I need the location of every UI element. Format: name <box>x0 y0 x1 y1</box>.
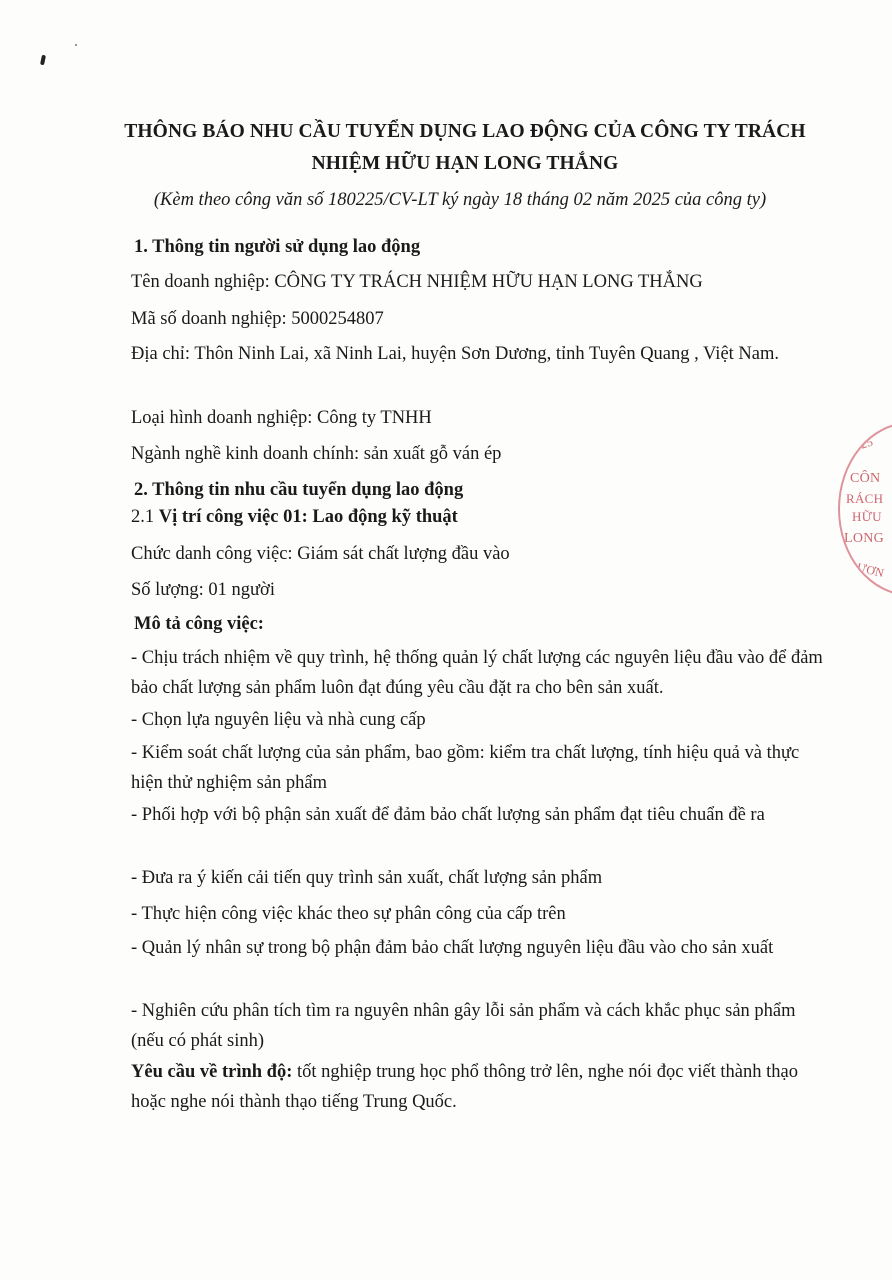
seal-text: RÁCH <box>846 491 884 506</box>
job-title: Chức danh công việc: Giám sát chất lượng đầu vào <box>131 544 510 564</box>
scan-dot <box>75 44 77 46</box>
address: Địa chỉ: Thôn Ninh Lai, xã Ninh Lai, huyện Sơn Dương, tỉnh Tuyên Quang , Việt Nam. <box>131 344 780 364</box>
tax-code: Mã số doanh nghiệp: 5000254807 <box>131 309 384 329</box>
document-subtitle: (Kèm theo công văn số 180225/CV-LT ký ngày 18 tháng 02 năm 2025 của công ty) <box>153 190 767 210</box>
seal-text: HỮU <box>852 509 882 524</box>
company-name: Tên doanh nghiệp: CÔNG TY TRÁCH NHIỆM HỮU HẠN LONG THẮNG <box>131 272 703 292</box>
requirement <box>131 1057 831 1117</box>
main-business: Ngành nghề kinh doanh chính: sản xuất gỗ ván ép <box>131 444 502 464</box>
title-line-2: NHIỆM HỮU HẠN LONG THẮNG <box>311 153 619 174</box>
business-type: Loại hình doanh nghiệp: Công ty TNHH <box>131 408 432 428</box>
seal-number: 0025 <box>846 434 875 456</box>
section2-heading: 2. Thông tin nhu cầu tuyển dụng lao động <box>134 480 464 500</box>
seal-text: CÔN <box>850 471 881 486</box>
duty-item: - Phối hợp với bộ phận sản xuất để đảm bảo chất lượng sản phẩm đạt tiêu chuẩn đề ra <box>131 805 765 825</box>
position-heading <box>131 503 831 531</box>
duty-item: - Chịu trách nhiệm về quy trình, hệ thống quản lý chất lượng các nguyên liệu đầu vào để đảm bảo chất lượng sản phẩm luôn đạt đúng yêu cầu đặt ra cho bên sản xuất. <box>131 648 823 698</box>
duty-item: - Kiểm soát chất lượng của sản phẩm, bao gồm: kiểm tra chất lượng, tính hiệu quả và thực hiện thử nghiệm sản phẩm <box>131 743 800 793</box>
position-number: 2.1 <box>131 507 159 527</box>
duty-item: - Nghiên cứu phân tích tìm ra nguyên nhân gây lỗi sản phẩm và cách khắc phục sản phẩm (nếu có phát sinh) <box>131 1001 796 1051</box>
seal-text: LONG <box>844 531 885 546</box>
duty-item: - Đưa ra ý kiến cải tiến quy trình sản xuất, chất lượng sản phẩm <box>131 868 603 888</box>
seal-text: DƯƠN <box>846 557 886 581</box>
scan-speck <box>40 55 46 66</box>
title-line-1: THÔNG BÁO NHU CẦU TUYỂN DỤNG LAO ĐỘNG CỦA CÔNG TY TRÁCH <box>124 121 806 142</box>
document-title <box>60 116 870 180</box>
requirement-text: tốt nghiệp trung học phổ thông trở lên, nghe nói đọc viết thành thạo hoặc nghe nói thành thạo tiếng Trung Quốc. <box>131 1062 798 1112</box>
duty-item: - Thực hiện công việc khác theo sự phân công của cấp trên <box>131 904 566 924</box>
description-heading: Mô tả công việc: <box>134 614 264 634</box>
quantity: Số lượng: 01 người <box>131 580 275 600</box>
company-seal <box>838 422 892 596</box>
duty-item: - Quản lý nhân sự trong bộ phận đảm bảo chất lượng nguyên liệu đầu vào cho sản xuất <box>131 938 774 958</box>
section1-heading: 1. Thông tin người sử dụng lao động <box>134 237 421 257</box>
requirement-label: Yêu cầu về trình độ: <box>131 1062 293 1082</box>
duty-item: - Chọn lựa nguyên liệu và nhà cung cấp <box>131 710 426 730</box>
position-title: Vị trí công việc 01: Lao động kỹ thuật <box>158 507 458 527</box>
